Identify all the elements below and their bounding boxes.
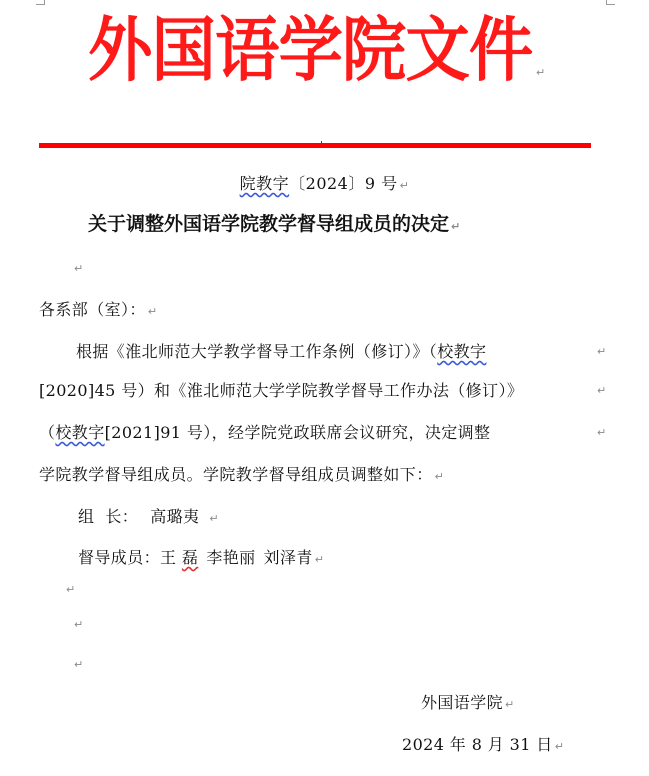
- doc-number-prefix: 院教字: [239, 174, 290, 193]
- paragraph-mark-icon: ↵: [399, 179, 410, 192]
- paragraph-mark-icon: ↵: [597, 426, 607, 439]
- body-line-3-open: （: [39, 423, 56, 442]
- member-3-name: 刘泽青: [263, 548, 313, 567]
- member-1-name: 磊: [181, 548, 199, 567]
- salutation-text: 各系部（室）：: [39, 300, 146, 319]
- page-corner-mark-left: [36, 0, 45, 5]
- leader-label: 组 长：: [78, 507, 139, 526]
- paragraph-mark-icon: ↵: [451, 220, 461, 233]
- body-line-3-ref: 校教字: [55, 423, 105, 442]
- leader-line: [78, 505, 219, 531]
- paragraph-mark-icon: ↵: [74, 658, 84, 671]
- paragraph-mark-icon: ↵: [536, 66, 546, 79]
- date-text: 2024 年 8 月 31 日: [402, 735, 553, 754]
- body-line-4: [39, 463, 444, 489]
- paragraph-mark-icon: ↵: [505, 698, 515, 711]
- paragraph-mark-icon: ↵: [74, 618, 84, 631]
- body-line-2-text: [2020]45 号）和《淮北师范大学学院教学督导工作办法（修订）》: [39, 381, 524, 400]
- paragraph-mark-icon: ↵: [209, 512, 220, 525]
- salutation: [39, 298, 157, 324]
- paragraph-mark-icon: ↵: [74, 262, 84, 275]
- leader-name: 高璐夷: [150, 507, 200, 526]
- body-line-3: [39, 421, 490, 445]
- ruler-tick: [321, 141, 322, 144]
- body-line-1-ref: 校教字: [437, 342, 487, 361]
- body-line-3-text: [2021]91 号），经学院党政联席会议研究，决定调整: [104, 423, 491, 442]
- body-line-4-text: 学院教学督导组成员。学院教学督导组成员调整如下：: [39, 465, 433, 484]
- member-1-given: 王: [160, 548, 182, 567]
- members-line: [78, 546, 324, 572]
- signature-text: 外国语学院: [421, 693, 504, 712]
- paragraph-mark-icon: ↵: [434, 470, 445, 483]
- paragraph-mark-icon: ↵: [147, 305, 158, 318]
- members-label: 督导成员：: [78, 548, 161, 567]
- page-corner-mark-right: [606, 0, 615, 5]
- paragraph-mark-icon: ↵: [314, 553, 325, 566]
- document-header-title: 外国语学院文件: [88, 9, 533, 91]
- paragraph-mark-icon: ↵: [66, 583, 76, 596]
- signature-line: [421, 691, 515, 717]
- member-2-name: 李艳丽: [206, 548, 256, 567]
- body-line-2: [39, 379, 523, 403]
- body-line-1: [76, 340, 486, 364]
- doc-number-suffix: 〔2024〕9 号: [289, 174, 398, 193]
- paragraph-mark-icon: ↵: [554, 740, 565, 753]
- body-line-1-text: 根据《淮北师范大学教学督导工作条例（修订）》（: [76, 342, 438, 361]
- date-line: [402, 733, 564, 759]
- document-title-text: 关于调整外国语学院教学督导组成员的决定: [88, 213, 450, 235]
- paragraph-mark-icon: ↵: [597, 384, 607, 397]
- paragraph-mark-icon: ↵: [597, 345, 607, 358]
- red-separator-rule: [39, 143, 591, 148]
- document-number: [0, 172, 649, 198]
- document-title: [88, 210, 460, 241]
